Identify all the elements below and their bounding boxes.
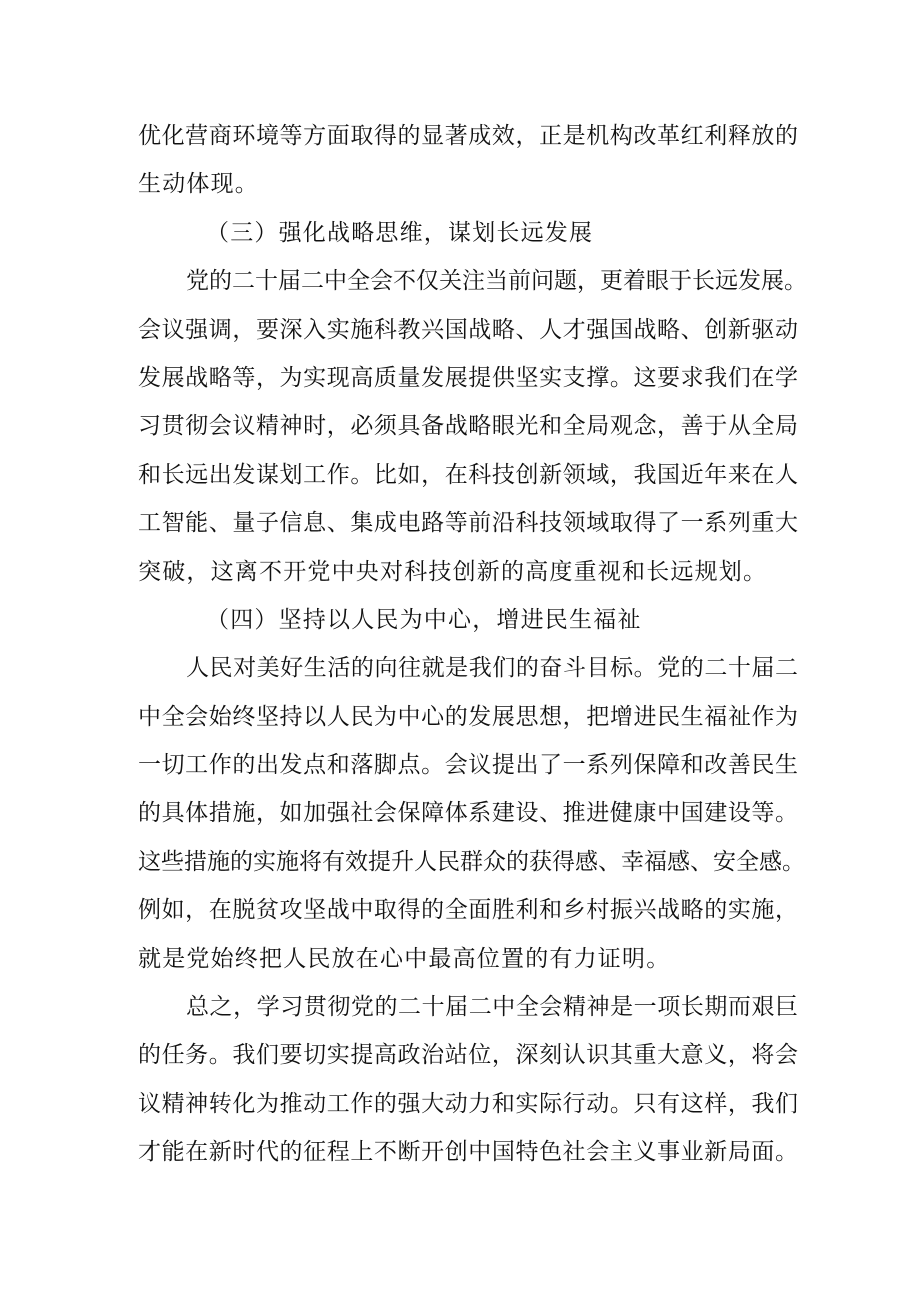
paragraph-line: 才能在新时代的征程上不断开创中国特色社会主义事业新局面。 [138,1139,798,1166]
paragraph-line: 突破，这离不开党中央对科技创新的高度重视和长远规划。 [138,558,768,585]
paragraph-line: 中全会始终坚持以人民为中心的发展思想，把增进民生福祉作为 [138,703,798,730]
paragraph-line: 的任务。我们要切实提高政治站位，深刻认识其重大意义，将会 [138,1042,798,1069]
paragraph-line: 的具体措施，如加强社会保障体系建设、推进健康中国建设等。 [138,800,798,827]
paragraph-line: 工智能、量子信息、集成电路等前沿科技领域取得了一系列重大 [138,510,798,537]
paragraph-line: 党的二十届二中全会不仅关注当前问题，更着眼于长远发展。 [186,268,807,295]
paragraph-line: 发展战略等，为实现高质量发展提供坚实支撑。这要求我们在学 [138,364,798,391]
paragraph-line: 习贯彻会议精神时，必须具备战略眼光和全局观念，善于从全局 [138,413,798,440]
paragraph-line: 会议强调，要深入实施科教兴国战略、人才强国战略、创新驱动 [138,316,798,343]
paragraph-line: 例如，在脱贫攻坚战中取得的全面胜利和乡村振兴战略的实施， [138,897,798,924]
paragraph-line: 和长远出发谋划工作。比如，在科技创新领域，我国近年来在人 [138,461,798,488]
paragraph-line: 总之，学习贯彻党的二十届二中全会精神是一项长期而艰巨 [186,994,798,1021]
paragraph-line: 这些措施的实施将有效提升人民群众的获得感、幸福感、安全感。 [138,848,805,875]
section-heading: （四）坚持以人民为中心，增进民生福祉 [206,606,642,633]
paragraph-line: 优化营商环境等方面取得的显著成效，正是机构改革红利释放的 [138,123,798,149]
document-body [138,112,807,1177]
paragraph-line: 人民对美好生活的向往就是我们的奋斗目标。党的二十届二 [186,655,798,682]
paragraph-line: 就是党始终把人民放在心中最高位置的有力证明。 [138,945,671,972]
paragraph-line: 生动体现。 [138,171,259,198]
paragraph-line: 一切工作的出发点和落脚点。会议提出了一系列保障和改善民生 [138,752,798,779]
paragraph-line: 议精神转化为推动工作的强大动力和实际行动。只有这样，我们 [138,1090,798,1117]
section-heading: （三）强化战略思维，谋划长远发展 [206,219,594,246]
